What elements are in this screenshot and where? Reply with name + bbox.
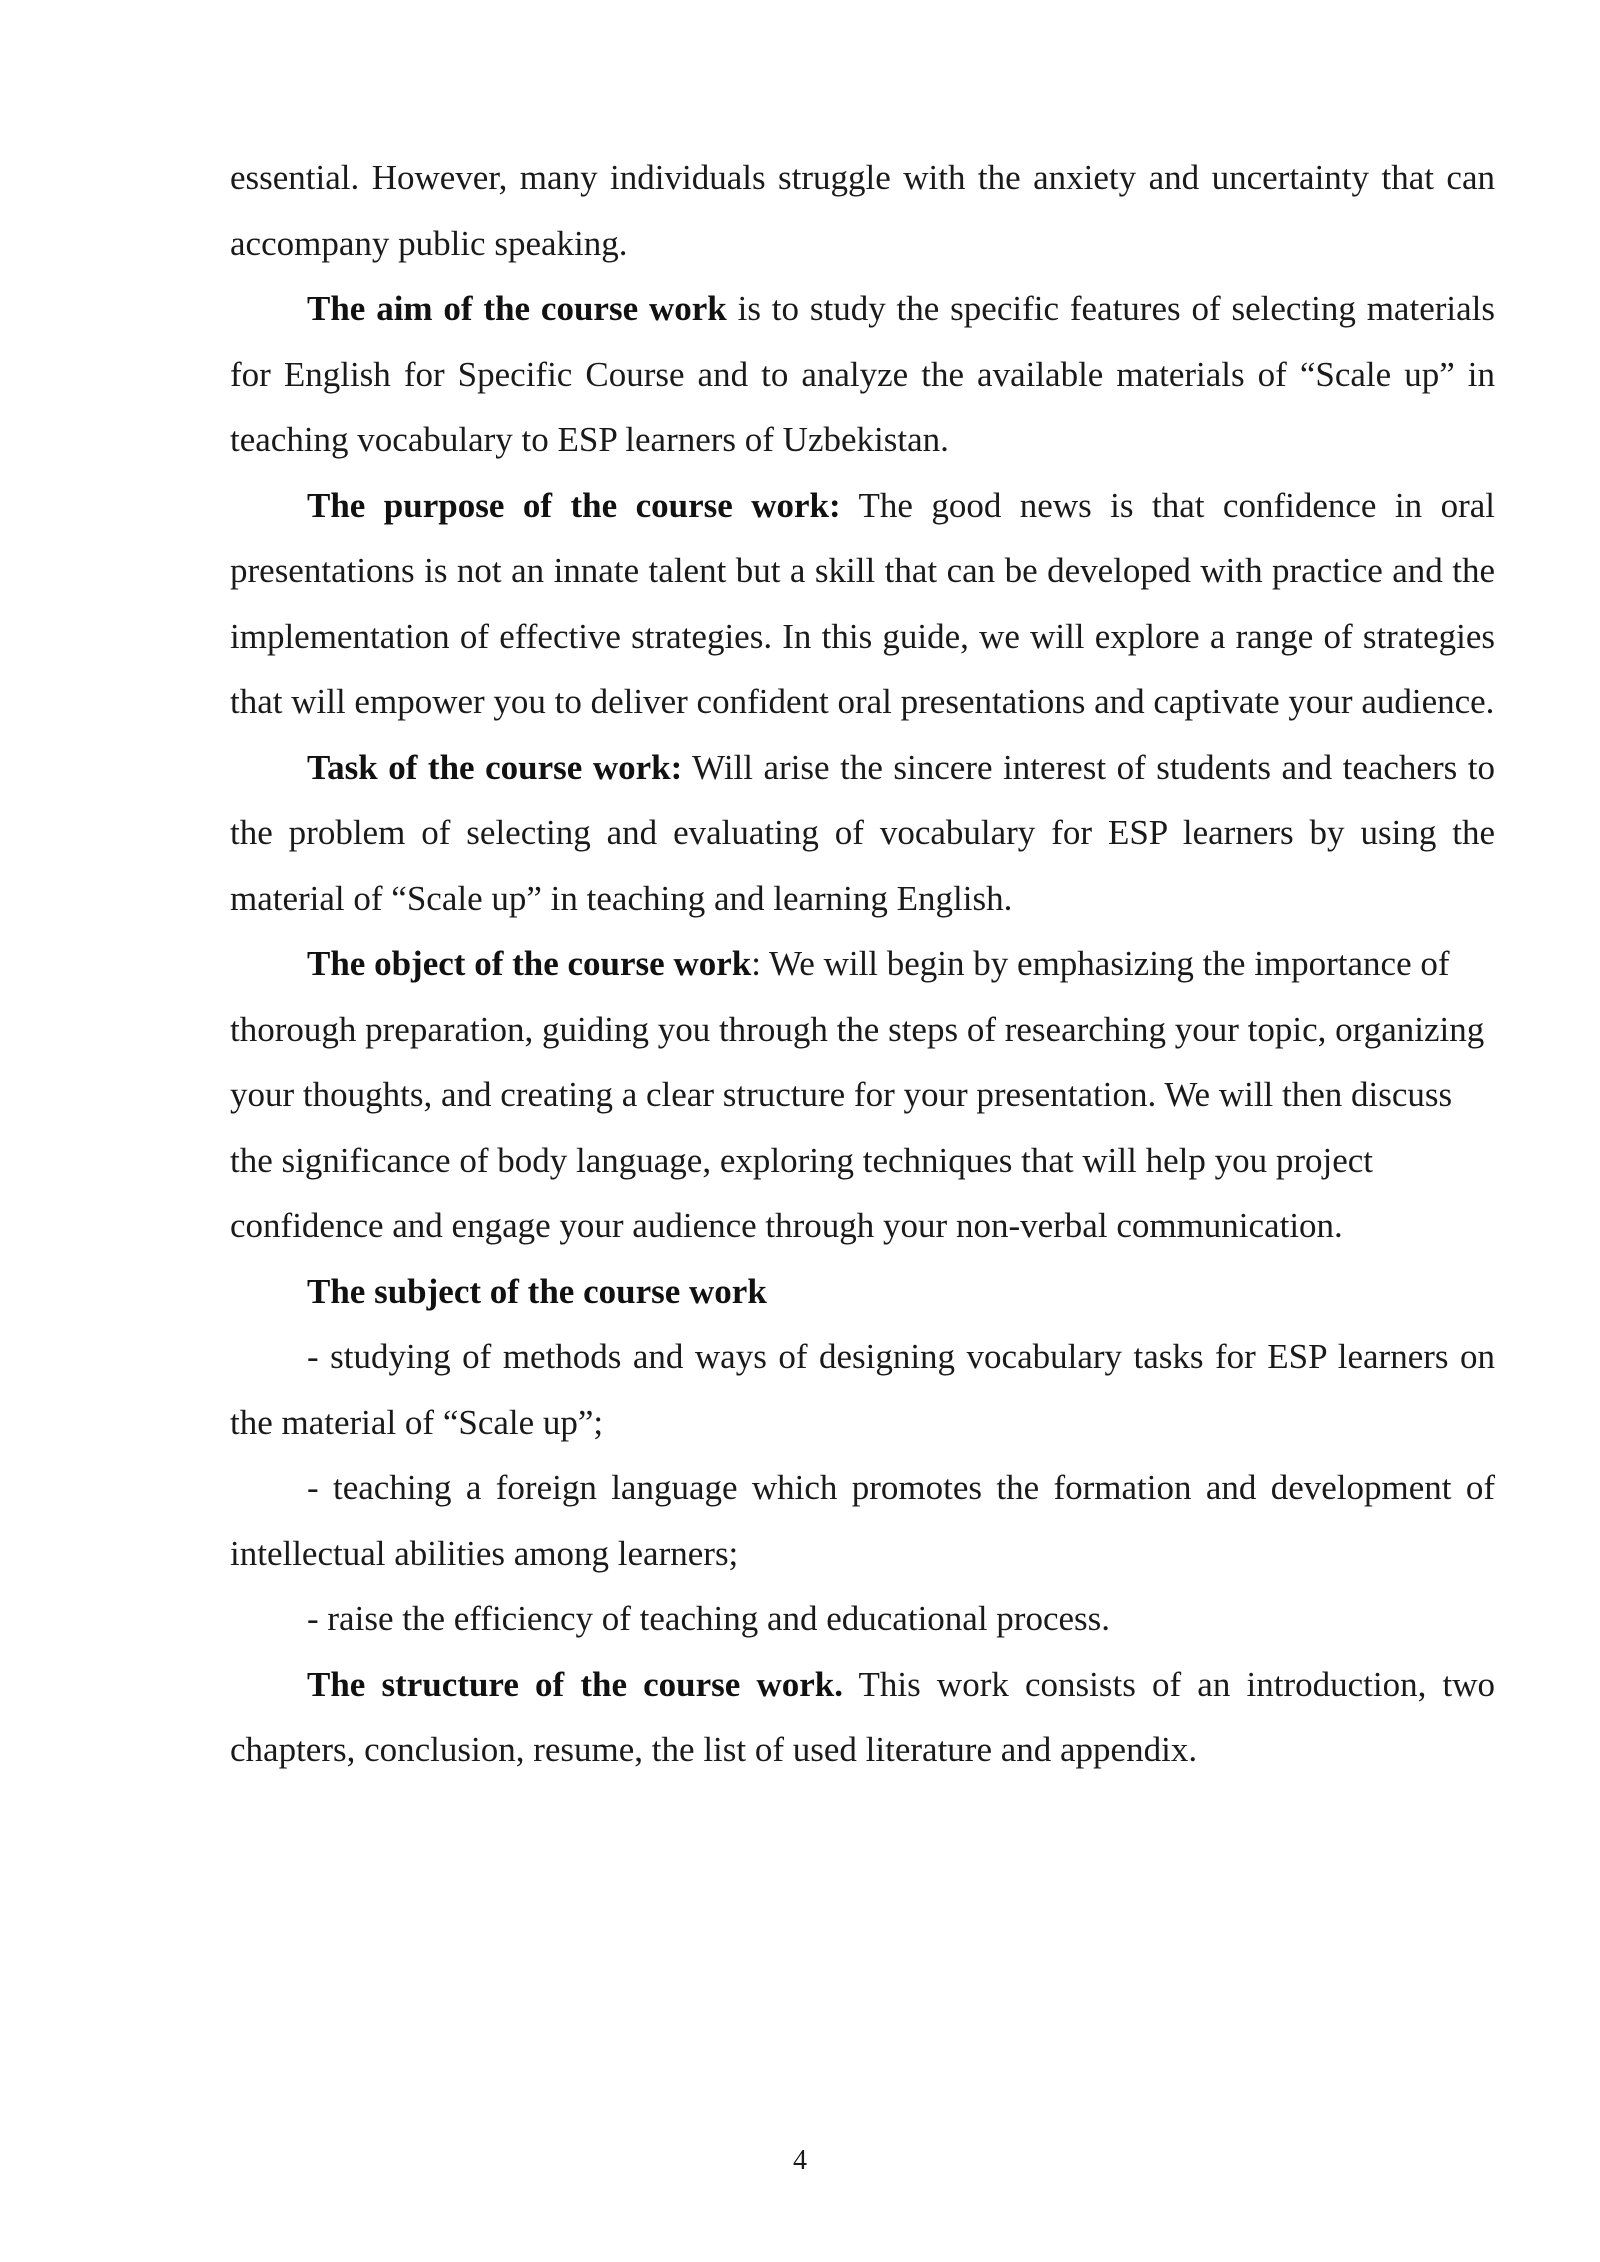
body-text: [230, 145, 1495, 1783]
aim-text: is to study the specific features of selecting materials for English for Specific Course and to analyze the available materials of “Scale up” in teaching vocabulary to ESP learners of Uzbekistan.: [230, 289, 1495, 459]
structure-text: This work consists of an introduction, two chapters, conclusion, resume, the list of used literature and appendix.: [230, 1664, 1495, 1769]
purpose-paragraph: [230, 473, 1495, 735]
aim-paragraph: [230, 276, 1495, 473]
aim-label: The aim of the course work: [307, 289, 727, 328]
subject-label: The subject of the course work: [307, 1271, 767, 1311]
task-text: Will arise the sincere interest of students and teachers to the problem of selecting and evaluating of vocabulary for ESP learners by using the material of “Scale up” in teaching and learning English.: [230, 747, 1495, 918]
task-label: Task of the course work:: [307, 747, 683, 787]
task-paragraph: [230, 735, 1495, 932]
structure-label: The structure of the course work.: [307, 1664, 844, 1704]
purpose-text: The good news is that confidence in oral presentations is not an innate talent but a skill that can be developed with practice and the implementation of effective strategies. In this guide, we will explore a range of strategies that will empower you to deliver confident oral presentations and captivate your audience.: [230, 485, 1495, 721]
page-number: 4: [793, 2145, 807, 2176]
subject-item: - studying of methods and ways of designing vocabulary tasks for ESP learners on the material of “Scale up”;: [230, 1337, 1495, 1442]
object-label: The object of the course work: [307, 944, 752, 983]
subject-heading: [230, 1259, 1495, 1325]
object-text: : We will begin by emphasizing the importance of thorough preparation, guiding you through the steps of researching your topic, organizing your thoughts, and creating a clear structure for your presentation. We will then discuss the significance of body language, exploring techniques that will help you project confidence and engage your audience through your non-verbal communication.: [230, 944, 1485, 1245]
structure-paragraph: [230, 1652, 1495, 1783]
object-paragraph: [230, 931, 1495, 1259]
subject-item: - teaching a foreign language which promotes the formation and development of intellectual abilities among learners;: [230, 1468, 1495, 1573]
subject-item: - raise the efficiency of teaching and educational process.: [307, 1599, 1111, 1638]
intro-continuation-paragraph: essential. However, many individuals struggle with the anxiety and uncertainty that can accompany public speaking.: [230, 158, 1495, 263]
purpose-label: The purpose of the course work:: [307, 485, 841, 525]
